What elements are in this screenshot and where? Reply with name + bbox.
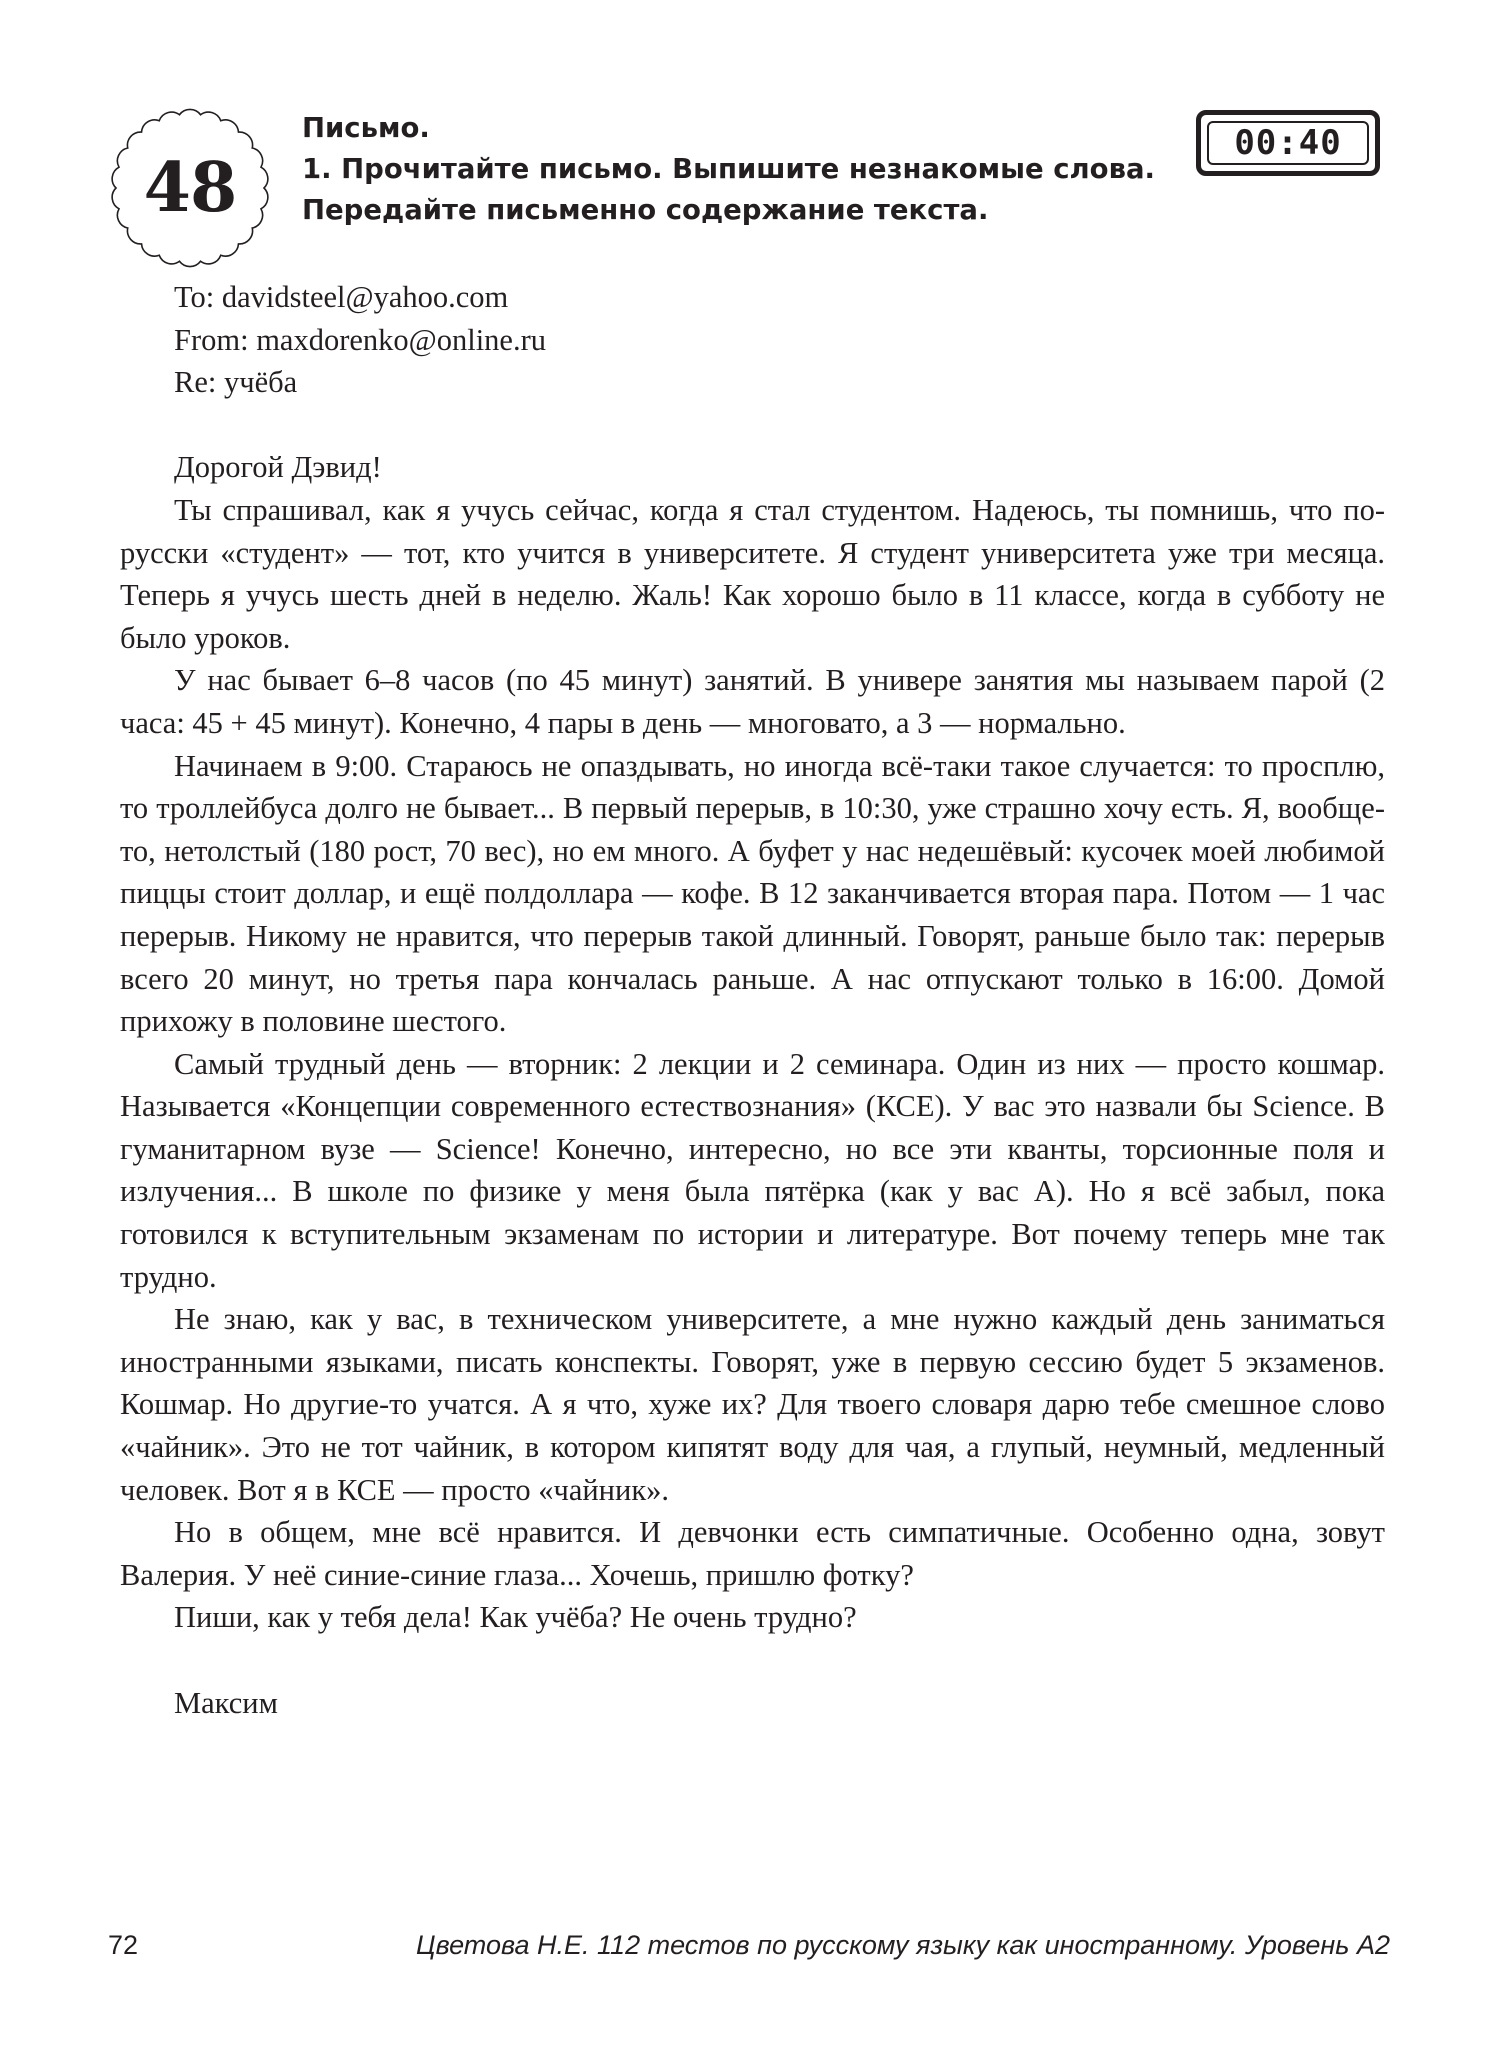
task-number: 48 — [143, 148, 237, 228]
page-footer — [108, 1930, 1390, 1961]
letter-paragraph: Ты спрашивал, как я учусь сейчас, когда я стал студентом. Надеюсь, ты помнишь, что по-русски «студент» — тот, кто учится в университете. Я студент университета уже три месяца. Теперь я учусь шесть дней в неделю. Жаль! Как хорошо было в 11 классе, когда в субботу не было уроков. — [120, 492, 1385, 655]
book-title: Цветова Н.Е. 112 тестов по русскому языку как иностранному. Уровень А2 — [415, 1930, 1390, 1960]
email-from: From: maxdorenko@online.ru — [174, 322, 547, 357]
task-title: Письмо. — [302, 112, 430, 144]
task-number-badge — [108, 106, 272, 270]
letter-paragraph: Начинаем в 9:00. Стараюсь не опаздывать, но иногда всё-таки такое случается: то просплю, то троллейбуса долго не бывает... В первый перерыв, в 10:30, уже страшно хочу есть. Я, вообще-то, нетолстый (180 рост, 70 вес), но ем много. А буфет у нас недешёвый: кусочек моей любимой пиццы стоит доллар, и ещё полдоллара — кофе. В 12 заканчивается вторая пара. Потом — 1 час перерыв. Никому не нравится, что перерыв такой длинный. Говорят, раньше было так: перерыв всего 20 минут, но третья пара кончалась раньше. А нас отпускают только в 16:00. Домой прихожу в половине шестого. — [120, 748, 1385, 1039]
letter-paragraph: Не знаю, как у вас, в техническом университете, а мне нужно каждый день заниматься иностранными языками, писать конспекты. Говорят, уже в первую сессию будет 5 экзаменов. Кошмар. Но другие-то учатся. А я что, хуже их? Для твоего словаря дарю тебе смешное слово «чайник». Это не тот чайник, в котором кипятят воду для чая, а глупый, неумный, медленный человек. Вот я в КСЕ — просто «чайник». — [120, 1302, 1385, 1507]
email-to: To: davidsteel@yahoo.com — [174, 280, 509, 314]
letter-greeting: Дорогой Дэвид! — [174, 450, 382, 485]
page-number: 72 — [108, 1930, 139, 1960]
letter-paragraph: Самый трудный день — вторник: 2 лекции и 2 семинара. Один из них — просто кошмар. Называется «Концепции современного естествознания» (КСЕ). У вас это назвали бы Science. В гуманитарном вузе — Science! Конечно, интересно, но все эти кванты, торсионные поля и излучения... В школе по физике у меня была пятёрка (как у вас А). Но я всё забыл, пока готовился к вступительным экзаменам по истории и литературе. Вот почему теперь мне так трудно. — [120, 1046, 1385, 1294]
letter-signature: Максим — [174, 1685, 278, 1720]
letter-body — [120, 276, 1385, 1724]
timer-value: 00:40 — [1207, 121, 1369, 165]
timer-box — [1196, 110, 1380, 176]
letter-paragraph: Пиши, как у тебя дела! Как учёба? Не очень трудно? — [174, 1600, 857, 1635]
task-instruction-line-2: Передайте письменно содержание текста. — [302, 194, 989, 226]
email-subject: Re: учёба — [174, 365, 298, 400]
letter-paragraph: Но в общем, мне всё нравится. И девчонки есть симпатичные. Особенно одна, зовут Валерия. У неё синие-синие глаза... Хочешь, пришлю фотку? — [120, 1515, 1385, 1592]
task-instructions — [302, 108, 1202, 231]
letter-paragraph: У нас бывает 6–8 часов (по 45 минут) занятий. В универе занятия мы называем парой (2 часа: 45 + 45 минут). Конечно, 4 пары в день — многовато, а 3 — нормально. — [120, 663, 1385, 740]
task-instruction-line-1: 1. Прочитайте письмо. Выпишите незнакомые слова. — [302, 153, 1155, 185]
